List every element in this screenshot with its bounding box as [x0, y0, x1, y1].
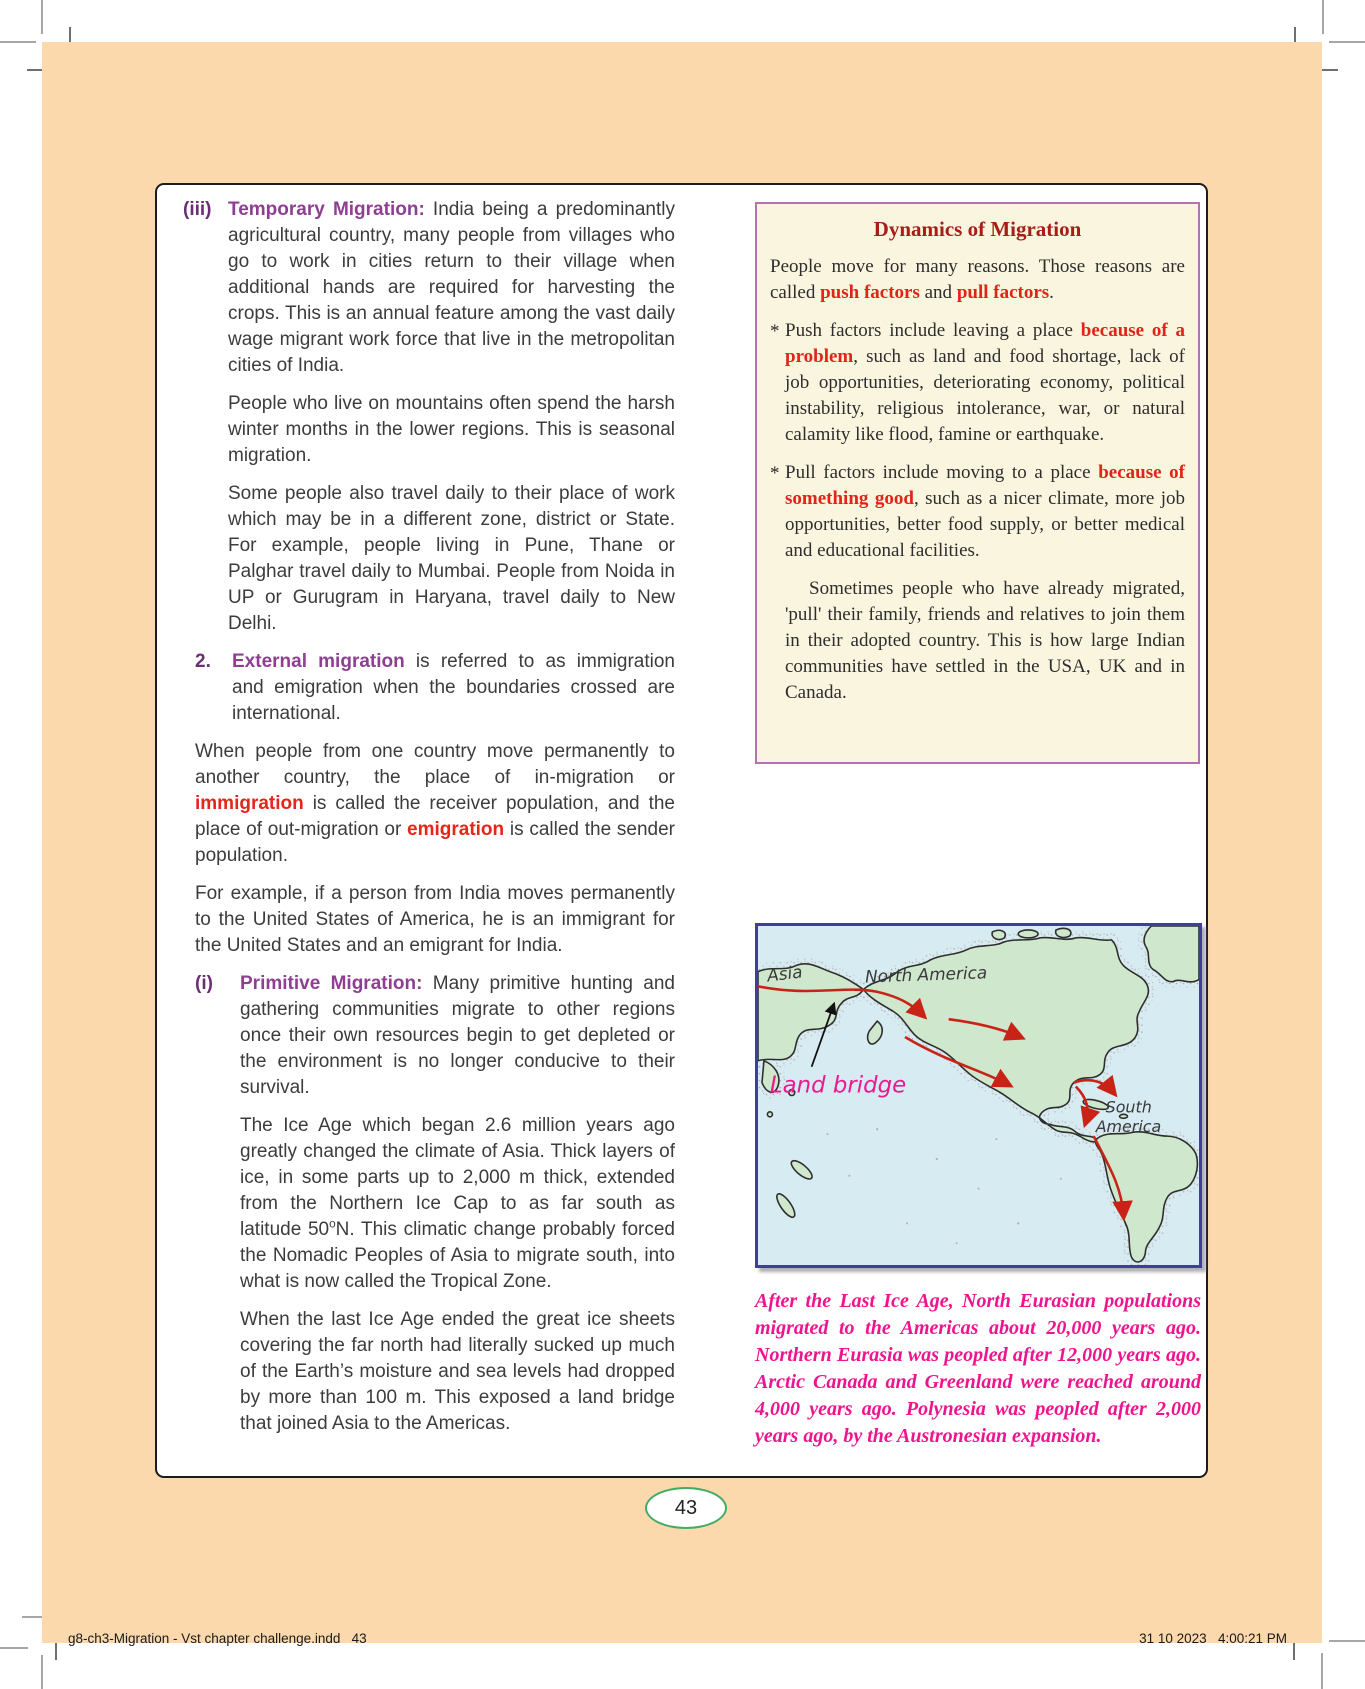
highlight-push-factors: push factors — [820, 282, 920, 303]
paragraph-land-bridge: When the last Ice Age ended the great ice sheets covering the far north had literally sucked up much of the Earth’s moisture and sea levels had dropped by more than 100 m. This exposed a land bridge that joined Asia to the Americas. — [240, 1309, 675, 1434]
dynamics-of-migration-box — [755, 202, 1200, 764]
crop-mark — [1329, 1640, 1365, 1642]
paragraph-ice-age — [240, 1113, 675, 1295]
infobox-paragraph-chain-migration: Sometimes people who have already migrated, 'pull' their family, friends and relatives to join them in their adopted country. This is how large Indian communities have settled in the USA, UK and in Canada. — [785, 578, 1185, 703]
highlight-immigration: immigration — [195, 793, 304, 814]
paragraph — [228, 197, 675, 379]
paragraph-daily-travel: Some people also travel daily to their place of work which may be in a different zone, district or State. For example, people living in Pune, Thane or Palghar travel daily to Mumbai. People from Noida in UP or Gurugram in Haryana, travel daily to New Delhi. — [228, 483, 675, 634]
text-segment: is called the sender population. — [195, 819, 675, 866]
asterisk-bullet-icon: * — [770, 321, 780, 342]
map-label-north-america: North America — [864, 962, 988, 987]
infobox-intro — [770, 254, 1185, 306]
crop-mark — [0, 1647, 28, 1649]
text-segment: The Ice Age which began 2.6 million years ago greatly changed the climate of Asia. Thick layers of ice, in some parts up to 2,000 m thick, extended from the Northern Ice Cap to as far south as latitude 50 — [240, 1115, 675, 1240]
migration-map — [755, 923, 1202, 1268]
left-column — [183, 197, 675, 1469]
paragraph — [232, 649, 675, 727]
paragraph-example-usa: For example, if a person from India moves permanently to the United States of America, he is an immigrant for the United States and an emigrant for India. — [195, 883, 675, 956]
crop-mark — [22, 1616, 44, 1618]
text-segment: People move for many reasons. Those reasons are called — [770, 256, 1185, 303]
crop-mark — [41, 1655, 43, 1689]
page-number: 43 — [674, 1496, 698, 1519]
highlight-because-of-something-good: because of something good — [785, 462, 1185, 509]
paragraph-immigration-emigration — [195, 739, 675, 869]
crop-mark — [1322, 0, 1324, 34]
text-segment: is referred to as immigration and emigration when the boundaries crossed are international. — [232, 651, 675, 724]
text-segment: India being a predominantly agricultural country, many people from villages who go to work in cities return to their village when additional hands are required for harvesting the crops. This is an annual feature among the vast daily wage migrant work force that live in the metropolitan cities of India. — [228, 199, 675, 376]
text-segment: When people from one country move permanently to another country, the place of in-migration or — [195, 741, 675, 788]
text-segment: , such as a nicer climate, more job opportunities, better food supply, or better medical and educational facilities. — [785, 488, 1185, 561]
map-label-south-america: America — [1095, 1117, 1162, 1137]
highlight-because-of-a-problem: because of a problem — [785, 320, 1186, 367]
bullet-pull-factors — [770, 460, 1185, 564]
list-item-temporary-migration — [183, 197, 675, 379]
list-item-primitive-migration — [195, 971, 675, 1101]
text-segment: and — [919, 282, 957, 303]
highlight-pull-factors: pull factors — [956, 282, 1050, 303]
paragraph-seasonal-migration: People who live on mountains often spend the harsh winter months in the lower regions. This is seasonal migration. — [228, 393, 675, 466]
text-segment: Pull factors include moving to a place — [785, 462, 1099, 483]
page-number-badge — [645, 1487, 727, 1529]
map-label-south-america: South — [1105, 1097, 1152, 1117]
bullet-push-factors — [770, 318, 1185, 448]
map-canvas — [758, 926, 1199, 1265]
list-marker: 2. — [195, 651, 211, 672]
paragraph — [240, 971, 675, 1101]
asterisk-bullet-icon: * — [770, 463, 780, 484]
list-item-external-migration — [195, 649, 675, 727]
text-segment: is called the receiver population, and the place of out-migration or — [195, 793, 675, 840]
text-segment: Many primitive hunting and gathering communities migrate to other regions once their own resources begin to get depleted or the environment is no longer conducive to their survival. — [240, 973, 675, 1098]
text-segment: N. This climatic change probably forced the Nomadic Peoples of Asia to migrate south, into what is now called the Tropical Zone. — [240, 1219, 675, 1292]
map-label-asia: Asia — [765, 961, 804, 986]
list-marker: (iii) — [183, 199, 212, 220]
list-marker: (i) — [195, 973, 213, 994]
crop-mark — [41, 0, 43, 34]
footer-filename: g8-ch3-Migration - Vst chapter challenge.indd 43 — [68, 1631, 367, 1646]
heading-temporary-migration: Temporary Migration: — [228, 199, 425, 220]
text-segment: Push factors include leaving a place — [785, 320, 1081, 341]
text-segment: . — [1049, 282, 1054, 303]
map-label-land-bridge: Land bridge — [769, 1072, 907, 1099]
paragraph — [785, 318, 1185, 448]
crop-mark — [1329, 41, 1365, 43]
text-segment: , such as land and food shortage, lack of job opportunities, deteriorating economy, political instability, religious intolerance, war, or natural calamity like flood, famine or earthquake. — [785, 346, 1185, 445]
heading-primitive-migration: Primitive Migration: — [240, 973, 423, 994]
paragraph — [785, 460, 1185, 564]
crop-mark — [1321, 1653, 1323, 1689]
infobox-title: Dynamics of Migration — [873, 217, 1082, 241]
superscript-degree: o — [329, 1217, 336, 1231]
heading-external-migration: External migration — [232, 651, 405, 672]
highlight-emigration: emigration — [407, 819, 505, 840]
map-caption: After the Last Ice Age, North Eurasian populations migrated to the Americas about 20,000 years ago. Northern Eurasia was peopled after 12,000 years ago. Arctic Canada and Greenland were reached around 4,000 years ago. Polynesia was peopled after 2,000 years ago, by the Austronesian expansion. — [755, 1290, 1201, 1447]
crop-mark — [0, 41, 36, 43]
footer-timestamp: 31 10 2023 4:00:21 PM — [1139, 1631, 1287, 1646]
